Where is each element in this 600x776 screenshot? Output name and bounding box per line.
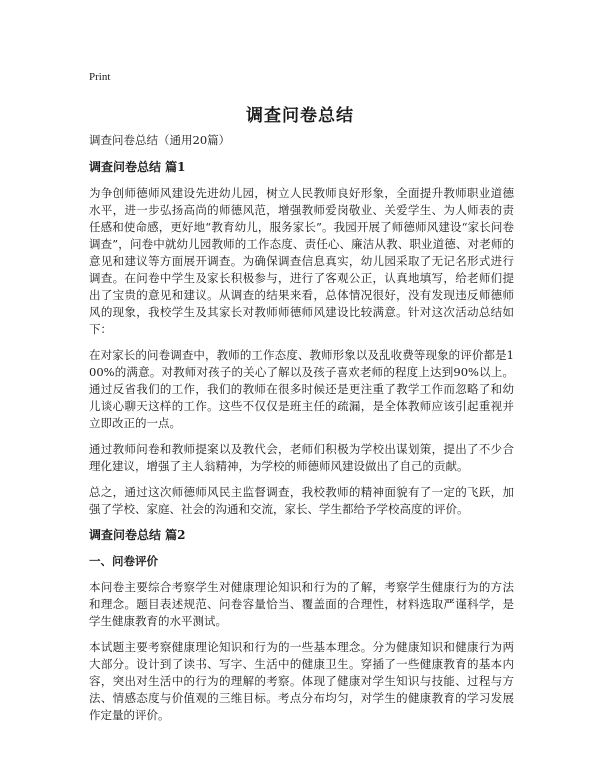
document-subtitle: 调查问卷总结（通用20篇） <box>89 133 231 147</box>
section-heading: 调查问卷总结 篇1 <box>89 160 186 174</box>
paragraph: 通过教师问卷和教师提案以及教代会，老师们积极为学校出谋划策，提出了不少合理化建议，增强了主人翁精神，为学校的师德师风建设做出了自己的贡献。 <box>89 442 514 473</box>
section-heading: 调查问卷总结 篇2 <box>89 528 186 542</box>
paragraph: 为争创师德师风建设先进幼儿园，树立人民教师良好形象，全面提升教师职业道德水平，进一步弘扬高尚的师德风范，增强教师爱岗敬业、关爱学生、为人师表的责任感和使命感，更好地“教育幼儿，服务家长”。我园开展了师德师风建设“家长问卷调查”，问卷中就幼儿园教师的工作态度、责任心、廉洁从教、职业道德、对老师的意见和建议等方面展开调查。为确保调查信息真实，幼儿园采取了无记名形式进行调查。在问卷中学生及家长积极参与，进行了客观公正，认真地填写，给老师们提出了宝贵的意见和建议。从调查的结果来看，总体情况很好，没有发现违反师德师风的现象，我校学生及其家长对教师师德师风建设比较满意。针对这次活动总结如下： <box>89 186 514 336</box>
paragraph: 总之，通过这次师德师风民主监督调查，我校教师的精神面貌有了一定的飞跃，加强了学校、家庭、社会的沟通和交流，家长、学生都给予学校高度的评价。 <box>89 485 514 516</box>
print-label: Print <box>89 71 111 83</box>
sub-heading: 一、问卷评价 <box>89 554 158 568</box>
paragraph: 本问卷主要综合考察学生对健康理论知识和行为的了解，考察学生健康行为的方法和理念。题目表述规范、问卷容量恰当、覆盖面的合理性，材料选取严谨科学，是学生健康教育的水平测试。 <box>89 580 514 628</box>
document-body <box>89 132 514 733</box>
document-title: 调查问卷总结 <box>246 106 354 126</box>
section-1 <box>89 159 514 518</box>
paragraph: 本试题主要考察健康理论知识和行为的一些基本理念。分为健康知识和健康行为两大部分。设计到了读书、写字、生活中的健康卫生。穿插了一些健康教育的基本内容，突出对生活中的行为的理解的考察。体现了健康对学生知识与技能、过程与方法、情感态度与价值观的三维目标。考点分布均匀，对学生的健康教育的学习发展作定量的评价。 <box>89 640 514 722</box>
paragraph: 在对家长的问卷调查中，教师的工作态度、教师形象以及乱收费等现象的评价都是100%的满意。对教师对孩子的关心了解以及孩子喜欢老师的程度上达到90%以上。通过反省我们的工作，我们的教师在很多时候还是更注重了教学工作而忽略了和幼儿谈心聊天这样的工作。这些不仅仅是班主任的疏漏，是全体教师应该引起重视并立即改正的一点。 <box>89 348 514 430</box>
section-2 <box>89 527 514 724</box>
